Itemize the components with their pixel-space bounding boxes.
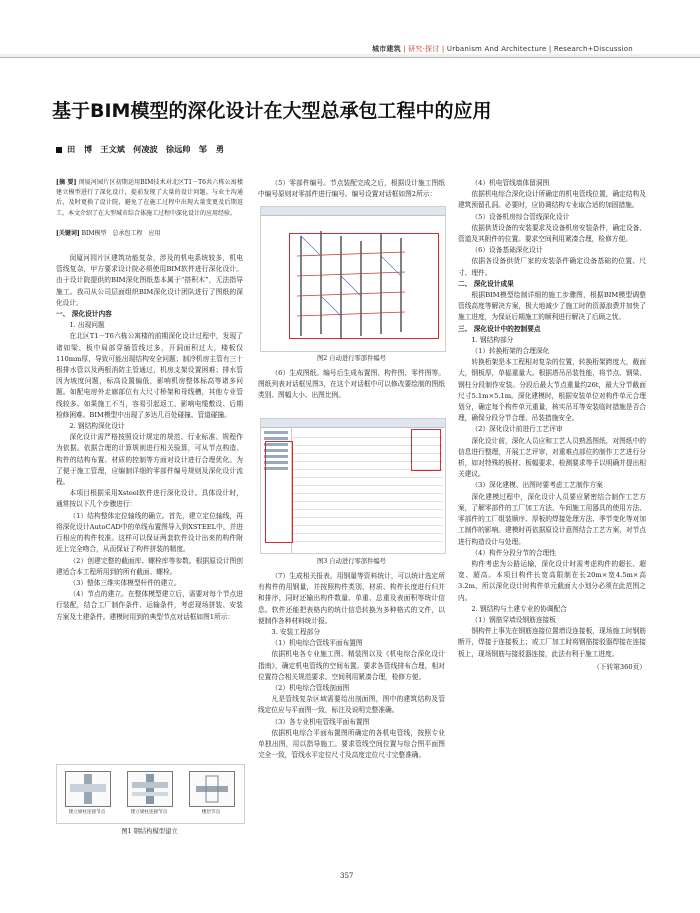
running-header: 城市建筑 | 研究·探讨 | Urbanism And Architecture | Research+Discussion	[372, 45, 633, 53]
paragraph: （4）节点的建立。在整体模型建立后，需要对每个节点进行装配，结合工厂制作条件、运输条件，考虑现场拼装、安装方案及土建条件。建模时用到的典型节点对话框如图1所示：	[56, 590, 243, 621]
paragraph: （3）整体三维实体模型杆件的建立。	[69, 578, 181, 587]
running-section-cn: 研究·探讨	[408, 45, 440, 53]
paragraph: （1）机电综合管线平面布置图	[271, 639, 363, 648]
paragraph: （5）设备机房综合管线深化设计	[471, 212, 570, 221]
abstract	[56, 178, 243, 219]
subheading: 1. 出现问题	[69, 321, 105, 330]
column-2	[258, 178, 445, 200]
paragraph: 依据机电综合深化设计所确定的机电管线位置，确定结构及建筑预留孔洞。必要时，应协调结构专业取合适的加固措施。	[458, 190, 646, 210]
article-title: 基于BIM模型的深化设计在大型总承包工程中的应用	[52, 100, 492, 122]
paragraph: 深化设计前，深化人员应和工艺人员熟悉图纸，对图纸中的信息进行整理，开展工艺评审，对重难点部位的制作工艺进行分析，如对特殊的板材、板幅要求、检测要求等予以明确并提出相关建议。	[458, 436, 646, 479]
node-thumbnail	[189, 771, 235, 807]
keywords	[56, 229, 243, 239]
figure-3-screenshot	[260, 418, 446, 554]
software-toolbar	[261, 207, 445, 216]
paragraph: 构件考虑为公路运输，深化设计时需考虑构件的超长、超宽、超高。本项目构件长宽高限制在长20m×宽4.5m×高3.2m，所以深化设计时构件单元截面大小划分必须在此范围之内。	[458, 559, 646, 602]
running-section-en: Research+Discussion	[553, 45, 633, 53]
paragraph: （4）构件分段分节的合理性	[471, 548, 556, 557]
figure-2-caption: 图2 自动进行零部件编号	[317, 355, 386, 362]
column-2-part-3	[258, 571, 445, 761]
abstract-text: 闵厦河园片区初期运用BIM技术对北区T1－T6共六栋公寓楼建立模型进行了深化设计，提前发现了大量的设计问题。与业主沟通后，及时更换了设计院，避免了在施工过程中出现大量变更及后期返工。本文介绍了在大型城市综合体施工过程中深化设计的应用经验。	[56, 179, 243, 217]
paragraph: 转换桁架是本工程相对复杂的位置，转换桁架跨度大，截面大，钢板厚，单榀重量大。根据塔吊吊装性能，将节点、钢梁、钢柱分段制作安装。分段后最大节点重量约26t，最大分节截面尺寸5.1m×5.1m。深化建模时，根据安装单位对构件单元合理划分，确定每个构件单元重量，核实吊耳等安装临时措施是否合理，确保分段分节合理、吊装措施安全。	[458, 358, 646, 423]
running-title-en: Urbanism And Architecture	[446, 45, 547, 53]
figure-1	[56, 764, 245, 824]
node-drawing-icon	[66, 772, 110, 806]
continued-note: （下转第360页）	[593, 662, 646, 671]
software-toolbar	[261, 419, 445, 428]
subheading: 2. 钢结构深化设计	[69, 422, 125, 431]
column-1	[56, 178, 243, 623]
paragraph: 钢构件上事先在钢筋连接位置增设连接板，现场施工时钢筋断开，焊接于连接板上；或工厂加工时将钢筋接驳器焊接在连接板上，现场钢筋与接驳器连接，此法有利于施工进度。	[458, 627, 646, 658]
paragraph: 本项目根据采用Xsteel软件进行深化设计。具体设计时，通常按以下几个步骤进行：	[56, 489, 243, 509]
abstract-label: [摘 要]	[56, 179, 77, 186]
subheading: 2. 钢结构与土建专业的协调配合	[471, 604, 567, 613]
paragraph: 深化建模过程中，深化设计人员要应紧密结合制作工艺方案，了解零部件的工厂加工方法、车间施工用器具的使用方法、零部件的工厂组装顺序、厚板的焊接处理方法、季节变化等对加工制作的影响。建模时再依据原设计意图结合工艺方案，对节点进行构造设计与处理。	[458, 492, 646, 546]
column-2-part-2	[258, 368, 445, 402]
node-thumbnail	[127, 771, 173, 807]
subheading: 3. 安装工程部分	[271, 628, 321, 637]
paragraph: 在北区T1－T6六栋公寓楼的前期深化设计过程中，发现了诸如梁、板中局部穿插管线过多，开洞面积过大，楼板仅110mm厚，导致可能出现结构安全问题；制冷机房主管有三十根排水管以及两根消防主管通过，机房支架设置困难；排水管因为坡度问题，标高设置偏低，影响机房整体标高等诸多问题。如配电房外走廊部位有大尺寸桥架和母线槽，其他专业管线较多。如果施工不当，容易引起返工、影响电缆敷设、后期检修困难。BIM模型中出现了多达几百处碰撞、管道碰撞。	[56, 332, 243, 419]
intro-paragraph: 闵厦河园片区建筑功能复杂，涉及的机电系统较多，机电管线复杂，甲方要求设计院必须使用BIM软件进行深化设计。由于设计院提供的BIM深化图纸基本属于“搭积木”，无法指导施工。我司从公司层面组织BIM深化设计团队进行了图纸的深化设计。	[56, 254, 243, 307]
section-heading-3: 三、 深化设计中的控制要点	[458, 324, 541, 333]
column-3	[458, 178, 646, 673]
node-caption: 楼层节点	[201, 810, 221, 815]
paragraph: （1）钢筋穿墙设钢筋连接板	[471, 615, 556, 624]
section-heading-2: 二、 深化设计成果	[458, 279, 514, 288]
figure-2-screenshot	[260, 206, 446, 352]
node-drawing-icon	[190, 772, 234, 806]
paragraph: （4）机电管线墙体留洞图	[471, 179, 550, 187]
paragraph: （5）零部件编号。节点装配完成之后，根据设计施工图纸中编号原则对零部件进行编号。编号设置对话框如图2所示：	[258, 179, 445, 199]
paragraph: 凡是管线复杂区域需要给出剖面图，图中的建筑结构及管线定位应与平面图一致，标注及说明完整准确。	[258, 695, 445, 715]
paragraph: （6）生成图纸。编号后生成布置图、构件图、零件图等。图纸列表对话框见图3，在这个对话框中可以修改要绘制的图纸类别、图幅大小、出图比例。	[258, 369, 445, 400]
paragraph: 深化设计需严格按照设计规定的规范、行业标准、规程作为依据。依据合理的计算规则进行相关验算，可从节点构造、构件的结构布置、材质的控制等方面对设计进行合理优化。为了便于施工管理，应编制详细的零部件编号规则及深化设计流程。	[56, 433, 243, 487]
highlight-box	[265, 441, 293, 543]
paragraph: （1）转换桁架的合理深化	[471, 347, 550, 356]
figure-3-caption: 图3 自动进行零部件编号	[317, 558, 386, 565]
paragraph: 根据BIM模型绘制详细的施工步骤图，根据BIM模型调整管线高度等解决方案，极大地减少了施工时的资源浪费并加快了施工进度，为保证后期施工的顺利进行解决了后顾之忧。	[458, 291, 646, 322]
node-caption: 建立梁柱连接节点	[68, 810, 106, 815]
node-caption: 建立梁柱连接节点	[130, 810, 168, 815]
keywords-label: [关键词]	[56, 229, 80, 237]
paragraph: 依据机电各专业施工图、精装图以及《机电综合深化设计指南》，确定机电管线的空间布置。要求各管线排布合理，相对位置符合相关规范要求。空间利用紧凑合理，检修方便。	[258, 650, 445, 681]
keywords-text: BIM模型 总承包工程 应用	[81, 229, 161, 237]
author-names: 田 博 王文斌 何凌波 徐远帅 邹 勇	[67, 144, 224, 154]
author-line	[56, 144, 224, 155]
paragraph: （3）各专业机电管线平面布置图	[271, 717, 370, 726]
paragraph: （2）机电综合管线剖面图	[271, 684, 350, 693]
node-thumbnail	[65, 771, 111, 807]
square-bullet-icon	[56, 147, 62, 153]
header-rule	[0, 57, 700, 58]
paragraph: （2）创建完整的截面库、螺栓库等参数。根据原设计图创建适合本工程所用到的所有截面、螺栓。	[56, 556, 243, 576]
subheading: 1. 钢结构部分	[471, 335, 514, 344]
paragraph: 依据各设备供货厂家的安装条件确定设备基础的位置、尺寸、埋件。	[458, 257, 646, 277]
page-number: 357	[340, 872, 354, 880]
paragraph: （3）深化建模、出图时要考虑工艺制作方案	[471, 481, 603, 490]
paragraph: （2）深化设计前进行工艺评审	[471, 425, 563, 434]
running-title-cn: 城市建筑	[372, 45, 401, 53]
paragraph: 依据供货设备的安装要求及设备机房安装条件，确定设备、管道及其附件的位置。要求空间利用紧凑合理，检修方便。	[458, 223, 646, 244]
section-heading-1: 一、 深化设计内容	[56, 310, 112, 319]
paragraph: （1）结构整体定位轴线的确立。首先，建立定位轴线，再将深化设计AutoCAD中的单线布置图导入到XSTEEL中，并进行相应的构件校准。这样可以保证两套软件设计出来的构件附近上完全吻合，从而保证了构件拼装的精度。	[56, 511, 243, 554]
highlight-box	[289, 233, 439, 339]
highlight-box	[411, 429, 441, 471]
paragraph: （7）生成相关报表。用钢量等资料统计，可以统计选定所有构件的用钢量，并按照构件类别、材质、构件长度进行归并和排序，同时还输出构件数量、单重、总重及表面积等统计信息。软件还能把表格内的统计信息转换为多种格式的文件，以便制作各种材料统计报。	[258, 572, 445, 625]
figure-1-caption: 图1 钢结构模型建立	[121, 828, 178, 835]
paragraph: 依据机电综合平面布置图所确定的各机电管线，按照专业单独出图，用以指导施工。要求管线空间位置与综合图平面图完全一致，管线水平定位尺寸及高度定位尺寸完整准确。	[258, 728, 445, 760]
paragraph: （6）设备基础深化设计	[471, 246, 543, 255]
node-drawing-icon	[128, 772, 172, 806]
